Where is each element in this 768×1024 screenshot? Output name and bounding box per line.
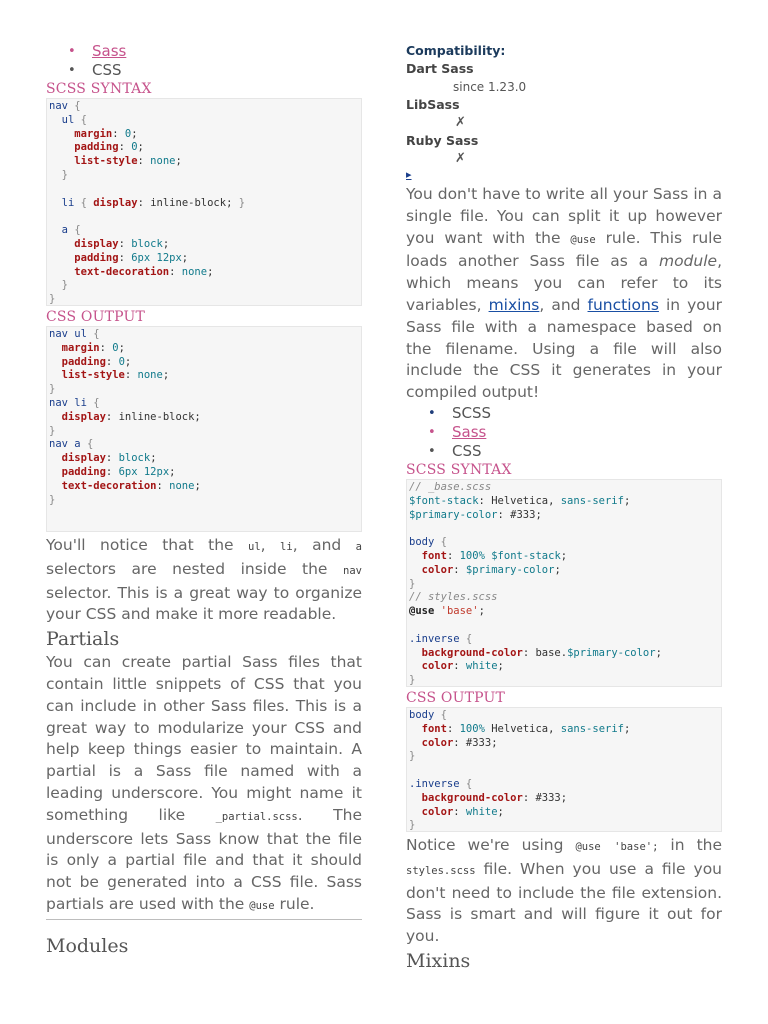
compatibility-table <box>406 42 722 182</box>
sass-link[interactable]: Sass <box>452 422 487 441</box>
left-column <box>46 42 362 959</box>
tab-sass[interactable] <box>428 423 722 442</box>
ruby-sass-label: Ruby Sass <box>406 133 479 148</box>
css-output-block: nav ul { margin: 0; padding: 0; list-style: none; } nav li { display: inline-block; } nav a { display: block; padding: 6px 12px; text-decoration: none; } <box>46 326 362 532</box>
mixins-heading: Mixins <box>406 949 471 972</box>
mixins-link[interactable]: mixins <box>488 295 540 314</box>
tab-css[interactable]: • CSS <box>68 61 362 80</box>
tab-sass[interactable] <box>68 42 362 61</box>
functions-link[interactable]: functions <box>587 295 659 314</box>
expand-toggle-icon[interactable]: ▸ <box>406 168 412 181</box>
scss-syntax-heading: SCSS SYNTAX <box>406 461 512 478</box>
libsass-cross-icon: ✗ <box>455 115 466 130</box>
partials-heading: Partials <box>46 628 120 651</box>
use-notice-paragraph: Notice we're using @use 'base'; in the styles.scss file. When you use a file you don't need to include the file extension. Sass is smart and will figure it out for you. <box>406 835 723 946</box>
section-divider <box>46 919 362 920</box>
scss-code-block: // _base.scss $font-stack: Helvetica, sans-serif; $primary-color: #333; body { font: 100% $font-stack; color: $primary-color; } // styles.scss @use 'base'; .inverse { background-color: base.$primary-color; color: white; } <box>406 479 722 687</box>
css-output-heading: CSS OUTPUT <box>46 309 146 325</box>
css-output-heading: CSS OUTPUT <box>406 689 506 706</box>
syntax-tabs <box>428 404 722 461</box>
tab-scss[interactable]: • SCSS <box>428 404 722 423</box>
ruby-sass-cross-icon: ✗ <box>455 151 466 166</box>
scss-code-block: nav { ul { margin: 0; padding: 0; list-style: none; } li { display: inline-block; } a { display: block; padding: 6px 12px; text-decoration: none; } } <box>46 98 362 306</box>
dart-sass-label: Dart Sass <box>406 61 474 76</box>
syntax-tabs-top <box>68 42 362 80</box>
modules-heading: Modules <box>46 934 129 957</box>
tab-css[interactable]: • CSS <box>428 442 722 461</box>
right-column <box>406 42 722 974</box>
sass-link[interactable]: Sass <box>92 42 127 60</box>
scss-syntax-heading: SCSS SYNTAX <box>46 81 152 97</box>
partials-paragraph: You can create partial Sass files that contain little snippets of CSS that you can include in other Sass files. This is a great way to modularize your CSS and help keep things easier to maintain. A partial is a Sass file named with a leading underscore. You might name it something like _partial.scss. The underscore lets Sass know that the file is only a partial file and that it should not be generated into a CSS file. Sass partials are used with the @use rule. <box>46 653 362 913</box>
css-output-block: body { font: 100% Helvetica, sans-serif; color: #333; } .inverse { background-color: #333; color: white; } <box>406 707 722 832</box>
compatibility-label: Compatibility: <box>406 43 506 58</box>
modules-paragraph: You don't have to write all your Sass in a single file. You can split it up however you want with the @use rule. This rule loads another Sass file as a module, which means you can refer to its variables, mixins, and functions in your Sass file with a namespace based on the filename. Using a file will also include the CSS it generates in your compiled output! <box>406 185 722 402</box>
nesting-notice-paragraph: You'll notice that the ul, li, and a selectors are nested inside the nav selector. This is a great way to organize your CSS and make it more readable. <box>46 536 362 624</box>
libsass-label: LibSass <box>406 97 460 112</box>
dart-sass-value: since 1.23.0 <box>453 80 527 94</box>
